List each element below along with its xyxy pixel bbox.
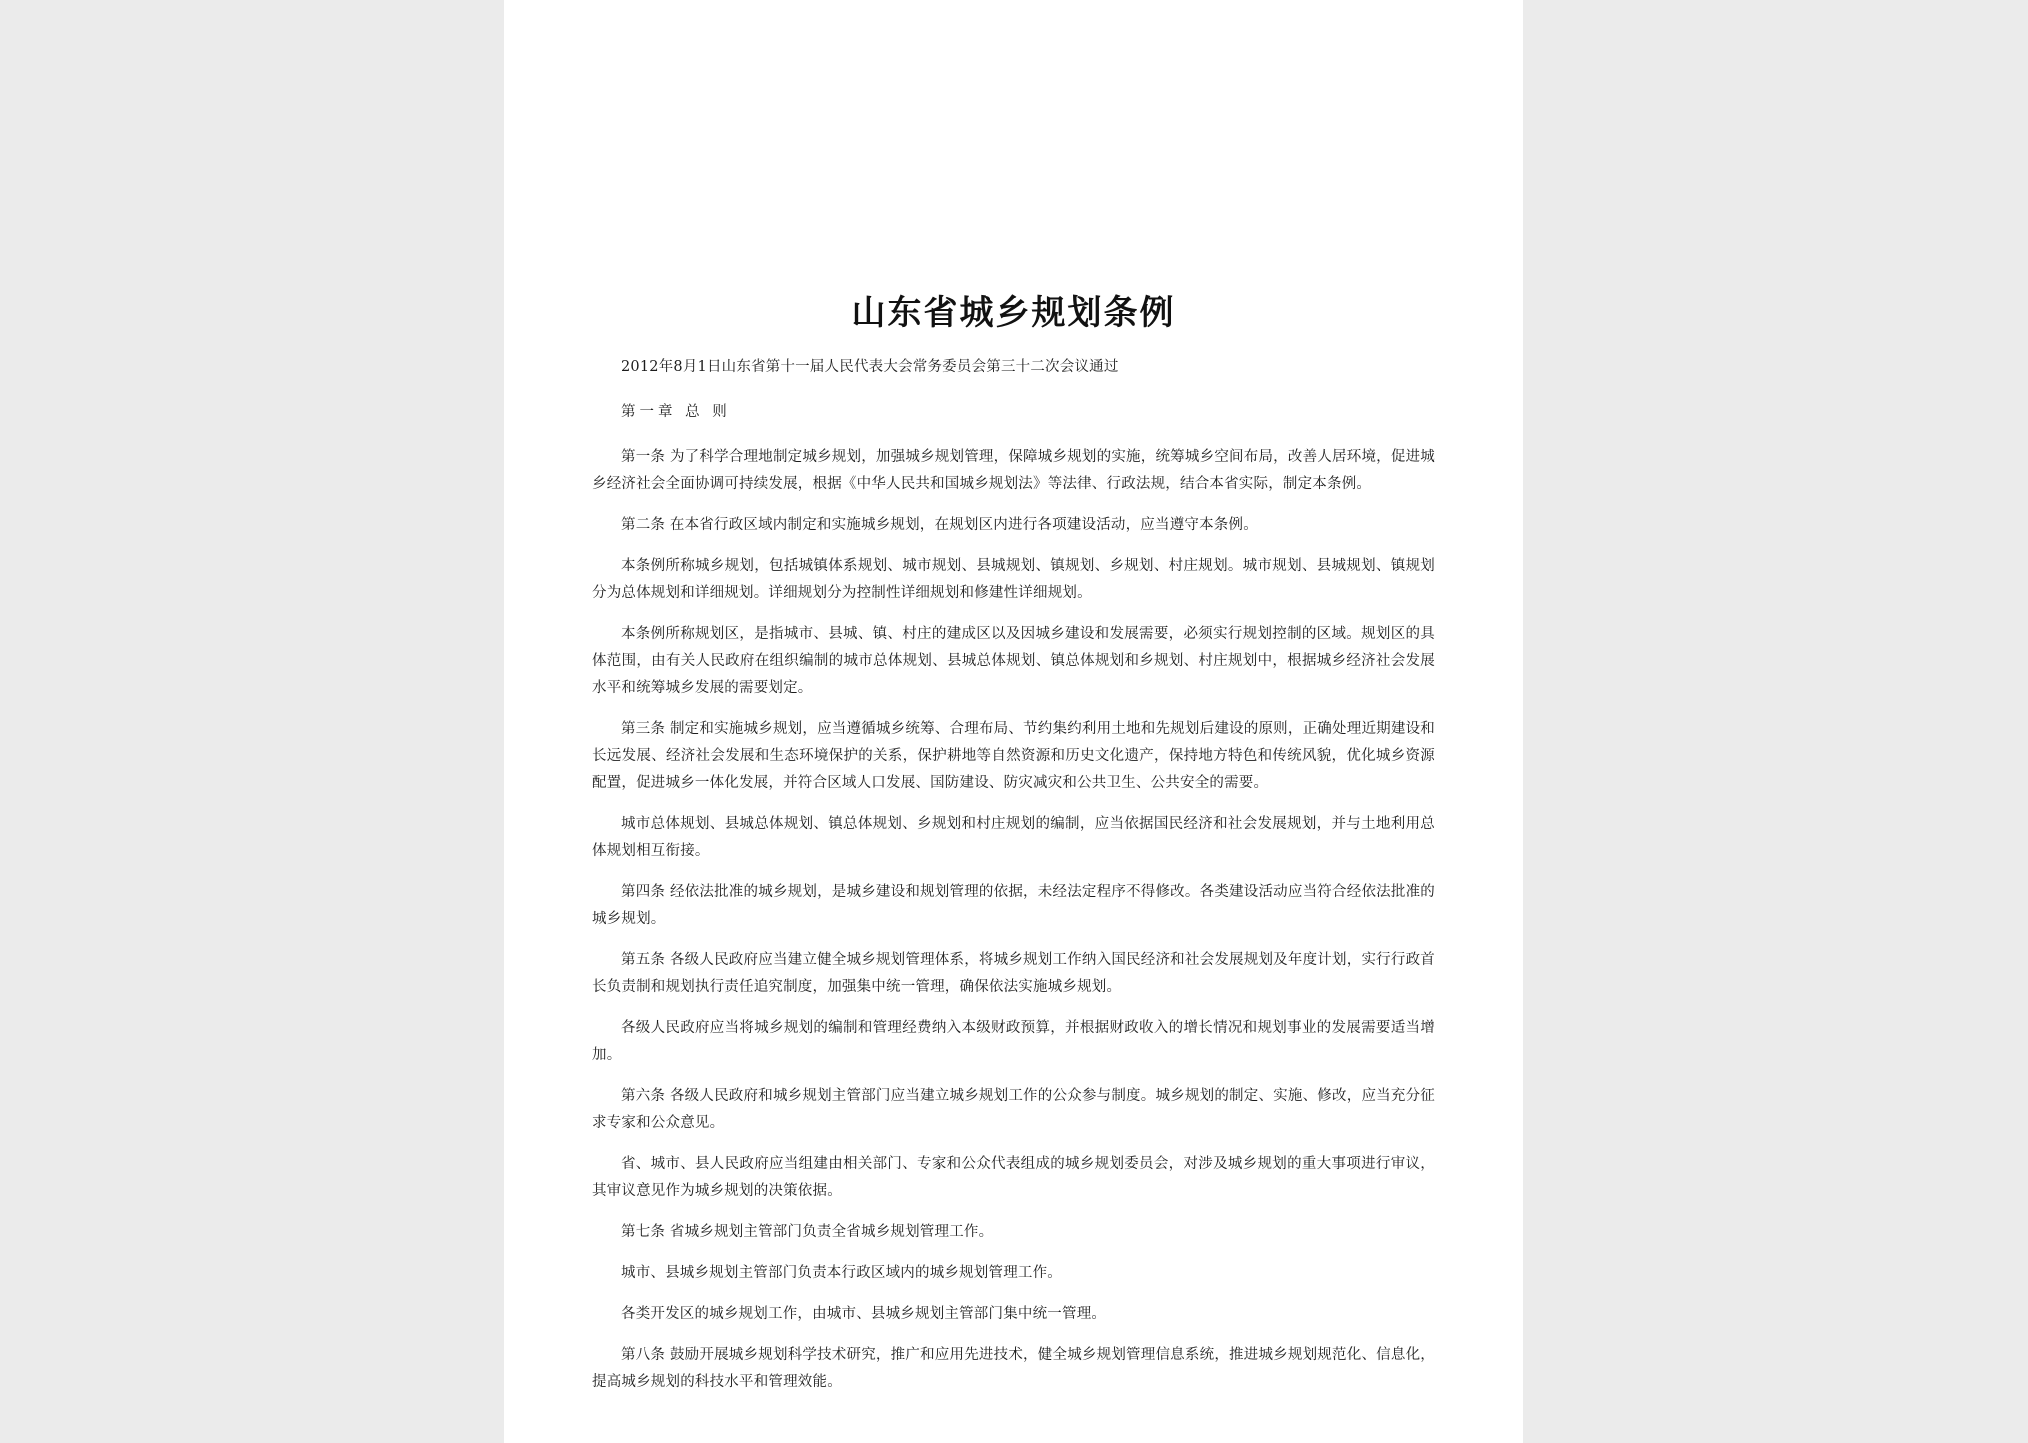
paragraph-planning-committee: 省、城市、县人民政府应当组建由相关部门、专家和公众代表组成的城乡规划委员会，对涉及城乡规划的重大事项进行审议，其审议意见作为城乡规划的决策依据。 <box>592 1156 1435 1199</box>
paragraph-article-3: 第三条 制定和实施城乡规划，应当遵循城乡统筹、合理布局、节约集约利用土地和先规划后建设的原则，正确处理近期建设和长远发展、经济社会发展和生态环境保护的关系，保护耕地等自然资源和历史文化遗产，保持地方特色和传统风貌，优化城乡资源配置，促进城乡一体化发展，并符合区域人口发展、国防建设、防灾减灾和公共卫生、公共安全的需要。 <box>592 721 1435 791</box>
paragraph-planning-area-definition: 本条例所称规划区，是指城市、县城、镇、村庄的建成区以及因城乡建设和发展需要，必须实行规划控制的区域。规划区的具体范围，由有关人民政府在组织编制的城市总体规划、县城总体规划、镇总体规划和乡规划、村庄规划中，根据城乡经济社会发展水平和统筹城乡发展的需要划定。 <box>592 626 1435 696</box>
paragraph-article-7: 第七条 省城乡规划主管部门负责全省城乡规划管理工作。 <box>621 1224 994 1240</box>
paragraph-city-county-management: 城市、县城乡规划主管部门负责本行政区域内的城乡规划管理工作。 <box>621 1265 1062 1281</box>
paragraph-article-8: 第八条 鼓励开展城乡规划科学技术研究，推广和应用先进技术，健全城乡规划管理信息系统，推进城乡规划规范化、信息化，提高城乡规划的科技水平和管理效能。 <box>592 1347 1435 1390</box>
paragraph-article-2: 第二条 在本省行政区域内制定和实施城乡规划，在规划区内进行各项建设活动，应当遵守本条例。 <box>621 517 1258 533</box>
paragraph-article-4: 第四条 经依法批准的城乡规划，是城乡建设和规划管理的依据，未经法定程序不得修改。各类建设活动应当符合经依法批准的城乡规划。 <box>592 884 1435 927</box>
paragraph-development-zones: 各类开发区的城乡规划工作，由城市、县城乡规划主管部门集中统一管理。 <box>621 1306 1107 1322</box>
paragraph-urban-rural-planning-definition: 本条例所称城乡规划，包括城镇体系规划、城市规划、县城规划、镇规划、乡规划、村庄规划。城市规划、县城规划、镇规划分为总体规划和详细规划。详细规划分为控制性详细规划和修建性详细规划。 <box>592 558 1435 601</box>
paragraph-article-1: 第一条 为了科学合理地制定城乡规划，加强城乡规划管理，保障城乡规划的实施，统筹城乡空间布局，改善人居环境，促进城乡经济社会全面协调可持续发展，根据《中华人民共和国城乡规划法》等法律、行政法规，结合本省实际，制定本条例。 <box>592 449 1435 492</box>
paragraph-funding: 各级人民政府应当将城乡规划的编制和管理经费纳入本级财政预算，并根据财政收入的增长情况和规划事业的发展需要适当增加。 <box>592 1020 1435 1063</box>
paragraph-article-5: 第五条 各级人民政府应当建立健全城乡规划管理体系，将城乡规划工作纳入国民经济和社会发展规划及年度计划，实行行政首长负责制和规划执行责任追究制度，加强集中统一管理，确保依法实施城乡规划。 <box>592 952 1435 995</box>
document-page <box>504 0 1523 1443</box>
paragraph-article-6: 第六条 各级人民政府和城乡规划主管部门应当建立城乡规划工作的公众参与制度。城乡规划的制定、实施、修改，应当充分征求专家和公众意见。 <box>592 1088 1435 1131</box>
document-title: 山东省城乡规划条例 <box>851 293 1176 333</box>
paragraph-master-plan-basis: 城市总体规划、县城总体规划、镇总体规划、乡规划和村庄规划的编制，应当依据国民经济和社会发展规划，并与土地利用总体规划相互衔接。 <box>592 816 1435 859</box>
chapter-heading: 第一章 总 则 <box>621 404 731 420</box>
document-subtitle: 2012年8月1日山东省第十一届人民代表大会常务委员会第三十二次会议通过 <box>621 359 1119 375</box>
